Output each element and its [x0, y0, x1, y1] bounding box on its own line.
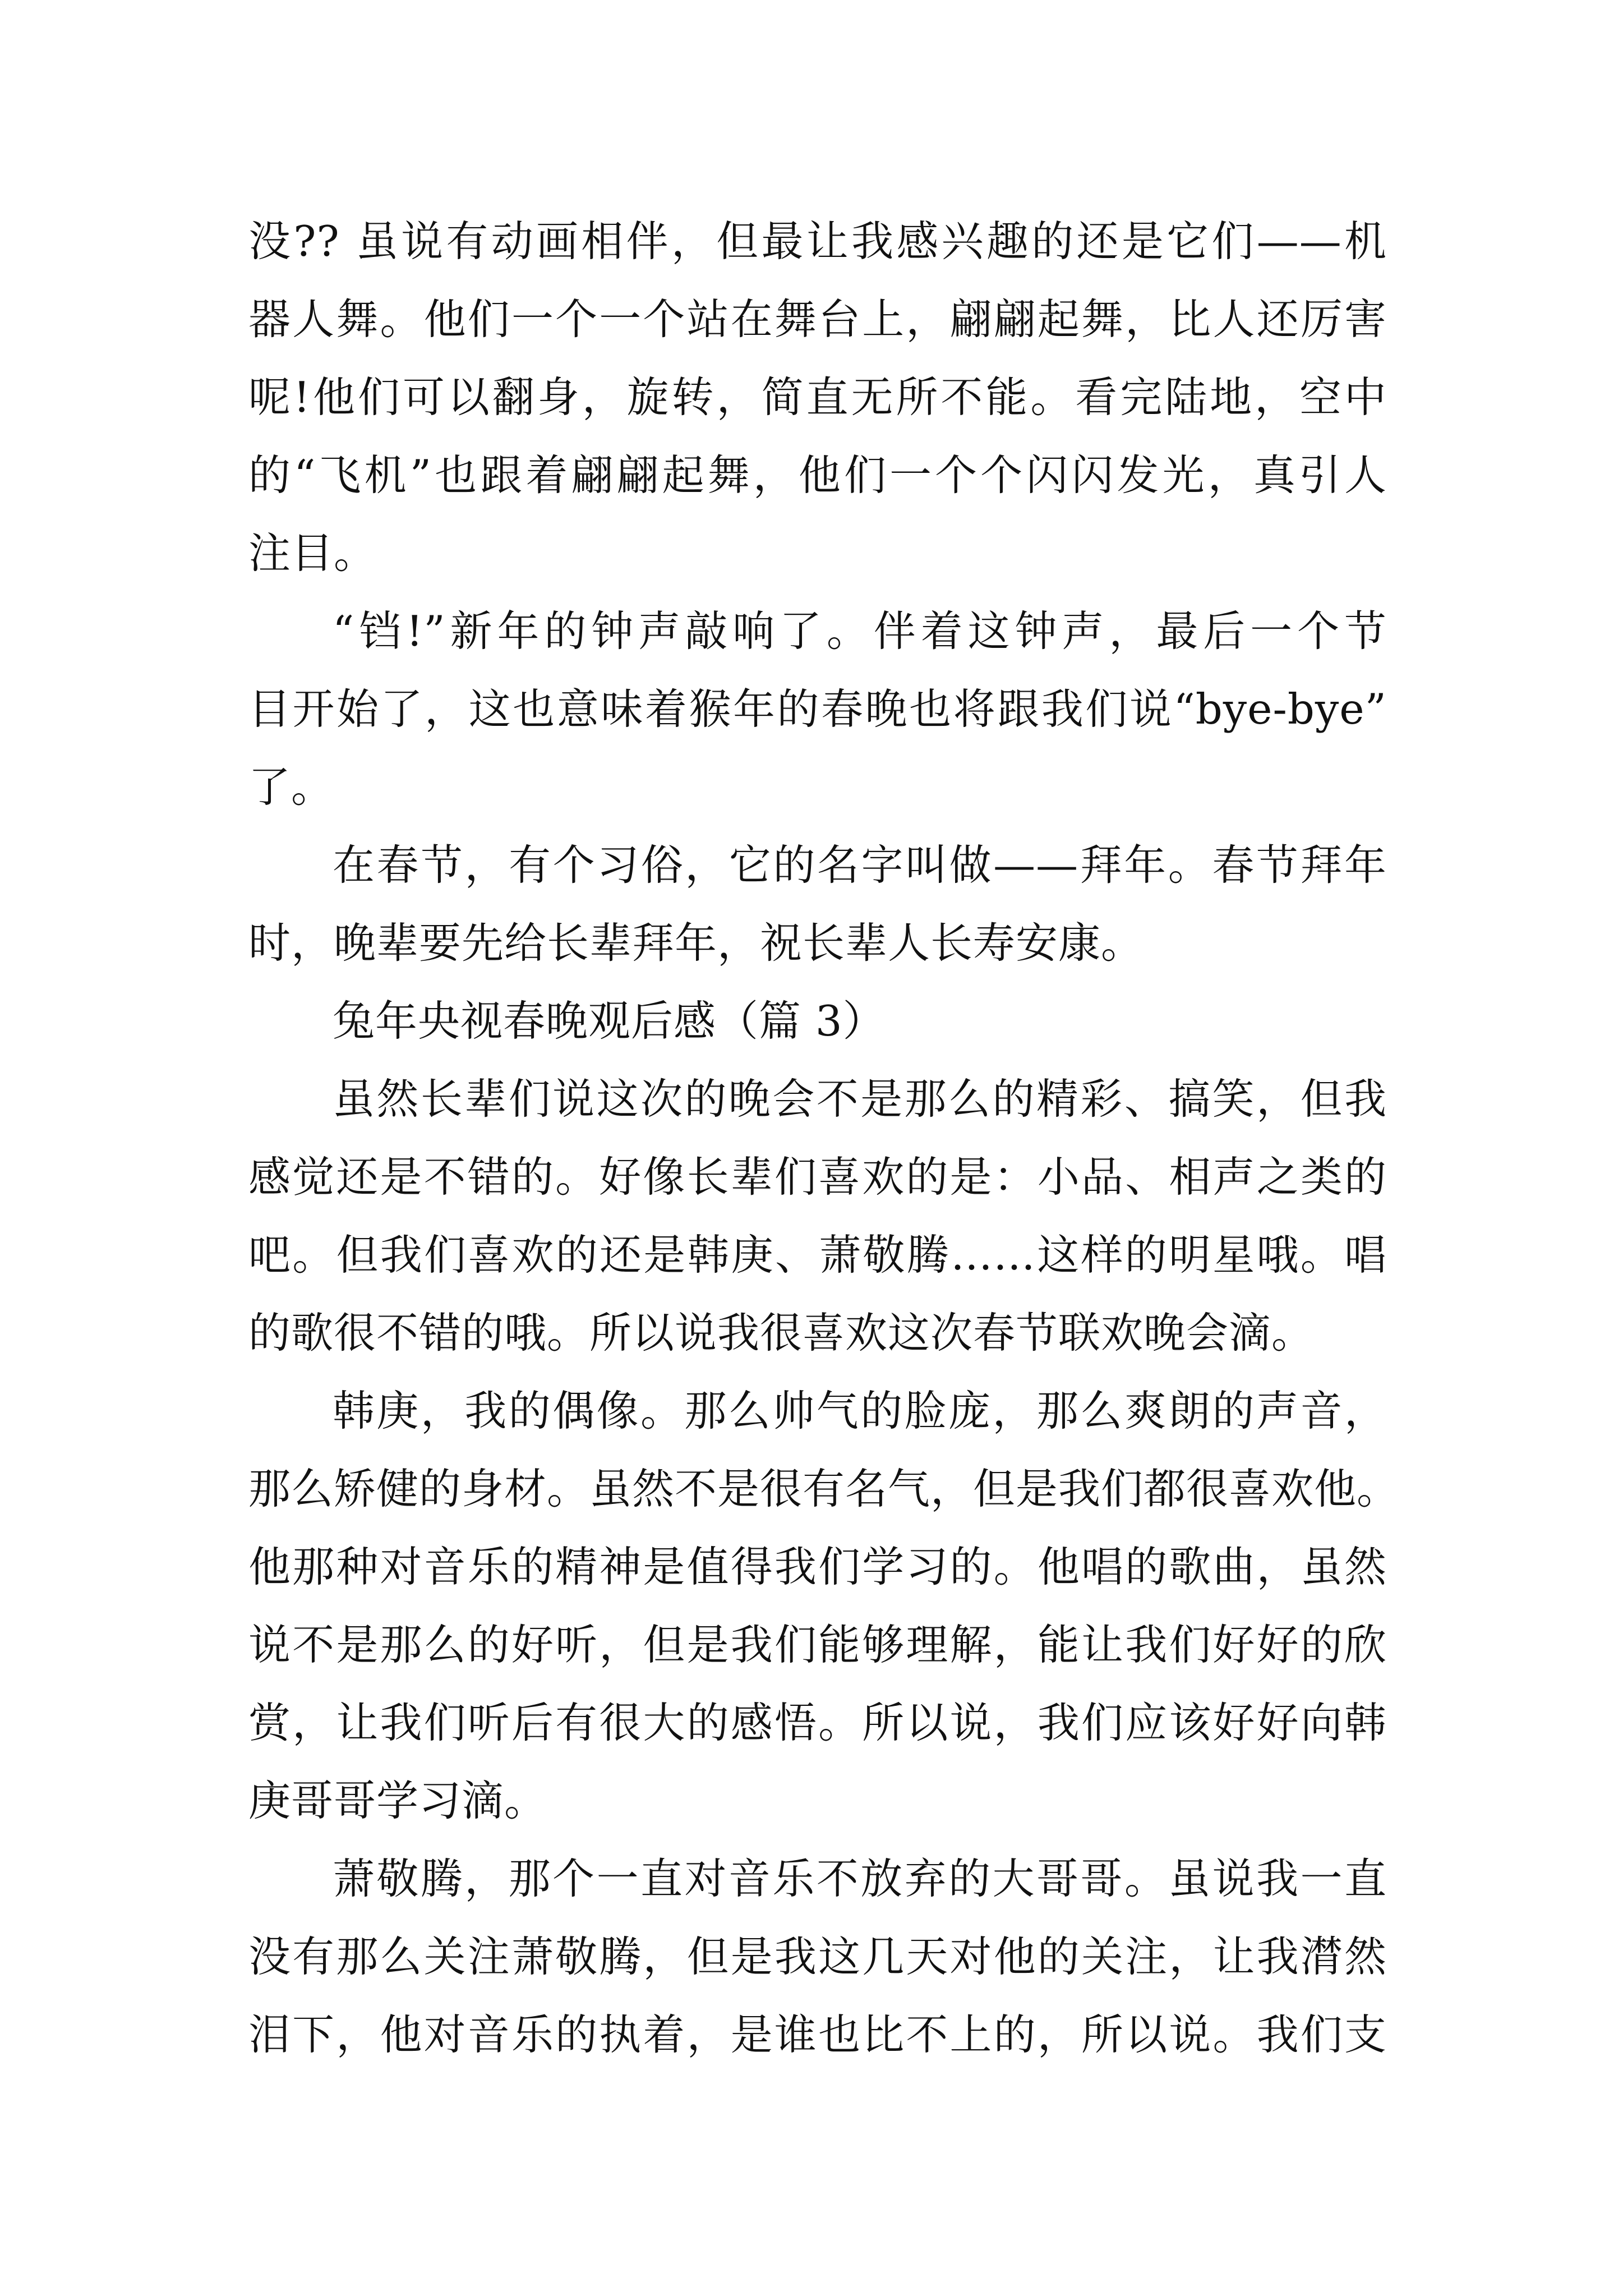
paragraph-line: 韩庚，我的偶像。那么帅气的脸庞，那么爽朗的声音， — [333, 1386, 1387, 1435]
paragraph-line: 他那种对音乐的精神是值得我们学习的。他唱的歌曲，虽然 — [248, 1542, 1387, 1591]
paragraph-line: 吧。但我们喜欢的还是韩庚、萧敬腾……这样的明星哦。唱 — [248, 1230, 1387, 1280]
paragraph-line: 感觉还是不错的。好像长辈们喜欢的是：小品、相声之类的 — [248, 1152, 1387, 1202]
paragraph-line: 呢!他们可以翻身，旋转，简直无所不能。看完陆地，空中 — [248, 372, 1387, 422]
paragraph-line: 的“飞机”也跟着翩翩起舞，他们一个个闪闪发光，真引人 — [248, 450, 1387, 500]
paragraph-line: 没有那么关注萧敬腾，但是我这几天对他的关注，让我潸然 — [248, 1932, 1387, 1981]
paragraph-line: 器人舞。他们一个一个站在舞台上，翩翩起舞，比人还厉害 — [248, 295, 1387, 344]
paragraph-line: 赏，让我们听后有很大的感悟。所以说，我们应该好好向韩 — [248, 1698, 1387, 1747]
paragraph-line: 在春节，有个习俗，它的名字叫做——拜年。春节拜年 — [333, 840, 1387, 890]
paragraph-line: 注目。 — [248, 528, 377, 578]
paragraph-line: 目开始了，这也意味着猴年的春晚也将跟我们说“bye-bye” — [248, 684, 1387, 734]
paragraph-line: 那么矫健的身材。虽然不是很有名气，但是我们都很喜欢他。 — [248, 1464, 1400, 1513]
section-heading: 兔年央视春晚观后感（篇 3） — [333, 996, 886, 1046]
paragraph-line: 的歌很不错的哦。所以说我很喜欢这次春节联欢晚会滴。 — [248, 1308, 1315, 1358]
paragraph-line: 时，晚辈要先给长辈拜年，祝长辈人长寿安康。 — [248, 918, 1144, 968]
paragraph-line: 萧敬腾，那个一直对音乐不放弃的大哥哥。虽说我一直 — [333, 1854, 1387, 1903]
paragraph-line: 虽然长辈们说这次的晚会不是那么的精彩、搞笑，但我 — [333, 1074, 1387, 1124]
paragraph-line: 泪下，他对音乐的执着，是谁也比不上的，所以说。我们支 — [248, 2010, 1387, 2059]
paragraph-line: 没?? 虽说有动画相伴，但最让我感兴趣的还是它们——机 — [248, 217, 1387, 266]
paragraph-line: 庚哥哥学习滴。 — [248, 1776, 547, 1825]
paragraph-line: 了。 — [248, 762, 334, 812]
paragraph-line: 说不是那么的好听，但是我们能够理解，能让我们好好的欣 — [248, 1620, 1387, 1669]
paragraph-line: “铛!”新年的钟声敲响了。伴着这钟声，最后一个节 — [333, 606, 1387, 656]
